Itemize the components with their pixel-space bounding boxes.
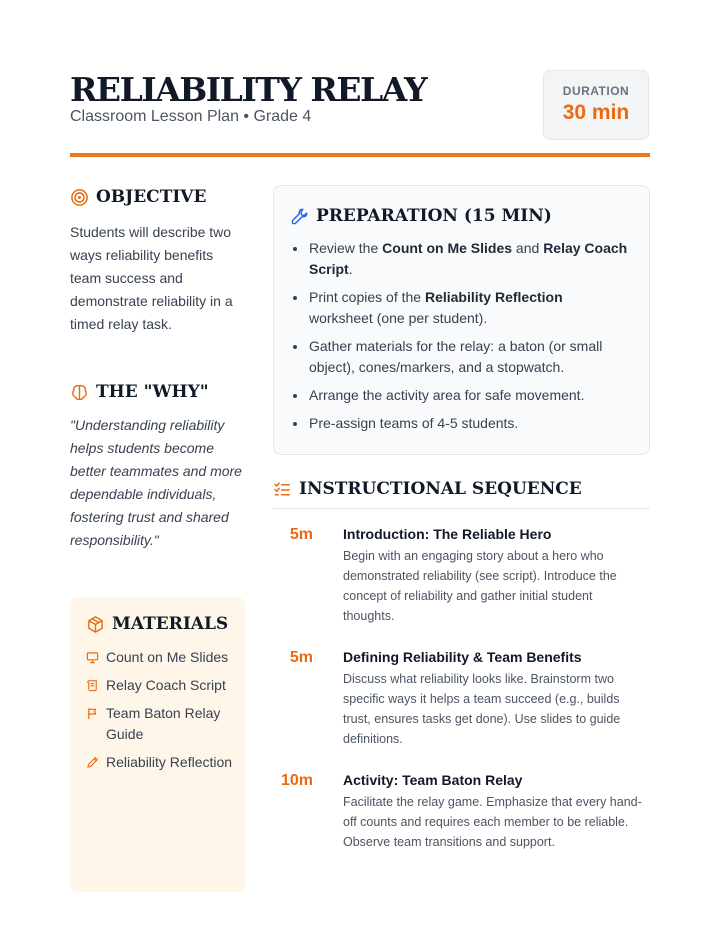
preparation-list (290, 238, 630, 441)
header-divider (70, 153, 650, 157)
material-label: Reliability Reflection (106, 754, 233, 770)
presentation-icon (86, 651, 99, 664)
page-subtitle: Classroom Lesson Plan • Grade 4 (70, 108, 312, 125)
materials-heading (86, 614, 228, 634)
step-title: Defining Reliability & Team Benefits (343, 649, 582, 665)
duration-value: 30 min (562, 101, 630, 124)
box-icon (86, 615, 105, 634)
preparation-item: Gather materials for the relay: a baton (or small object), cones/markers, and a stopwatch. (290, 336, 630, 378)
why-heading-text: THE "WHY" (96, 382, 209, 402)
material-item (86, 703, 236, 745)
step-time: 10m (280, 772, 313, 789)
brain-icon (70, 383, 89, 402)
material-item (86, 647, 236, 668)
preparation-item: Print copies of the Reliability Reflection worksheet (one per student). (290, 287, 630, 329)
duration-label: DURATION (562, 84, 630, 98)
objective-heading (70, 187, 206, 207)
preparation-item: Arrange the activity area for safe movement. (290, 385, 630, 406)
preparation-heading-text: PREPARATION (15 MIN) (316, 206, 552, 226)
objective-text: Students will describe two ways reliability benefits team success and demonstrate reliability in a timed relay task. (70, 224, 233, 332)
material-label: Count on Me Slides (106, 649, 229, 665)
material-item (86, 675, 236, 696)
materials-card (70, 597, 245, 892)
step-description: Facilitate the relay game. Emphasize that every hand-off counts and requires each member to be reliable. Observe team transitions and support. (343, 795, 642, 849)
pencil-icon (86, 756, 99, 769)
page-title: RELIABILITY RELAY (70, 70, 427, 109)
material-label: Relay Coach Script (106, 677, 226, 693)
sequence-heading (273, 479, 582, 499)
scroll-icon (86, 679, 99, 692)
materials-heading-text: MATERIALS (112, 614, 229, 634)
why-heading (70, 382, 209, 402)
duration-badge (543, 70, 649, 140)
why-quote: "Understanding reliability helps students become better teammates and more dependable individuals, fostering trust and shared responsibility." (70, 417, 242, 548)
materials-list (86, 647, 236, 780)
step-title: Activity: Team Baton Relay (343, 772, 523, 788)
preparation-item: Review the Count on Me Slides and Relay Coach Script. (290, 238, 630, 280)
checklist-icon (273, 480, 292, 499)
flag-icon (86, 707, 99, 720)
step-title: Introduction: The Reliable Hero (343, 526, 552, 542)
step-time: 5m (289, 649, 313, 666)
wrench-icon (290, 207, 309, 226)
preparation-card (273, 185, 650, 455)
objective-heading-text: OBJECTIVE (96, 187, 207, 207)
preparation-heading (290, 206, 552, 226)
material-item (86, 752, 236, 773)
target-icon (70, 188, 89, 207)
step-description: Begin with an engaging story about a hero who demonstrated reliability (see script). Introduce the concept of reliability and gather initial student thoughts. (343, 549, 617, 623)
sequence-divider (273, 508, 650, 509)
preparation-item: Pre-assign teams of 4-5 students. (290, 413, 630, 434)
material-label: Team Baton Relay Guide (106, 705, 221, 742)
step-time: 5m (289, 526, 313, 543)
sequence-heading-text: INSTRUCTIONAL SEQUENCE (299, 479, 582, 499)
step-description: Discuss what reliability looks like. Brainstorm two specific ways it helps a team succeed (e.g., builds trust, ensures tasks get done). Use slides to guide definitions. (343, 672, 621, 746)
